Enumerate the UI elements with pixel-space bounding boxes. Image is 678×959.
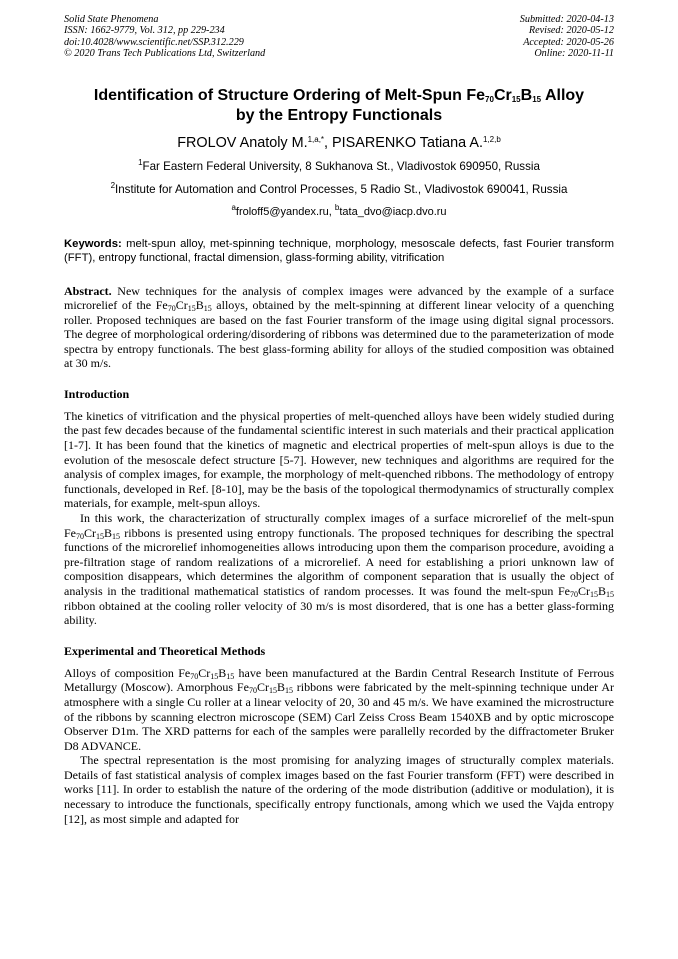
doi: doi:10.4028/www.scientific.net/SSP.312.229 bbox=[64, 36, 244, 48]
issn: ISSN: 1662-9779, Vol. 312, pp 229-234 bbox=[64, 25, 225, 37]
accepted-date: Accepted: 2020-05-26 bbox=[523, 36, 614, 48]
author-1: FROLOV Anatoly M. bbox=[177, 134, 308, 151]
paper-title: Identification of Structure Ordering of Melt-Spun $Fe_{70}Cr_{15}B_{15}$ Alloy by the Entropy Functionals bbox=[93, 86, 585, 124]
intro-paragraph-2: In this work, the characterization of structurally complex images of a surface microrelief of the melt-spun $Fe_{70}Cr_{15}B_{15}$ ribbons is presented using entropy functionals. The proposed techniques for describing the spectral functions of the microrelief inhomogeneities allows introducing upon them the comparison procedure, avoiding a pre-filtration stage of random realizations of a microrelief. A need for establishing a priori unknown law of composition disappears, which determines the algorithm of component separation that is usually the object of analysis in the traditional mathematical statistics of random processes. It was found the melt-spun $Fe_{70}Cr_{15}B_{15}$ ribbon obtained at the cooling roller velocity of 30 m/s is most disordered, that is one has a better glass-forming ability. bbox=[64, 510, 614, 628]
journal-info bbox=[64, 14, 265, 60]
online-date: Online: 2020-11-11 bbox=[534, 48, 614, 60]
author-list: FROLOV Anatoly M.$^{1,a,*}$, PISARENKO Tatiana A.$^{1,2,b}$ bbox=[177, 134, 501, 151]
author-2: PISARENKO Tatiana A. bbox=[332, 134, 483, 151]
abstract: Abstract. New techniques for the analysis of complex images were advanced by the example of a surface microrelief of the $Fe_{70}Cr_{15}B_{15}$ alloys, obtained by the melt-spinning at different linear velocity of a quenching roller. Proposed techniques are based on the fast Fourier transform of the image using digital signal processors. The degree of morphological ordering/disordering of ribbons was determined due to the parameterization of mode spectra by entropy functionals. The best glass-forming ability for alloys of the studied composition was obtained at 30 m/s. bbox=[64, 283, 614, 371]
keywords: Keywords: melt-spun alloy, met-spinning technique, morphology, mesoscale defects, fast Fourier transform (FFT), entropy functional, fractal dimension, glass-forming ability, vitrification bbox=[64, 237, 614, 265]
submitted-date: Submitted: 2020-04-13 bbox=[519, 14, 614, 25]
methods-heading: Experimental and Theoretical Methods bbox=[64, 643, 266, 658]
introduction-heading: Introduction bbox=[64, 386, 130, 401]
methods-paragraph-2: The spectral representation is the most promising for analyzing images of structurally complex materials. Details of fast statistical analysis of complex images based on the fast Fourier transform (FFT) were described in works [11]. In order to establish the nature of the ordering of the mode distribution (additive or modulation), it is necessary to introduce the functionals, specifically entropy functionals, among which we used the Vajda entropy [12], as most simple and adapted for bbox=[64, 753, 614, 826]
revised-date: Revised: 2020-05-12 bbox=[528, 25, 614, 37]
methods-paragraph-1: Alloys of composition $Fe_{70}Cr_{15}B_{15}$ have been manufactured at the Bardin Central Research Institute of Ferrous Metallurgy (Moscow). Amorphous $Fe_{70}Cr_{15}B_{15}$ ribbons were fabricated by the melt-spinning technique under Ar atmosphere with a single Cu roller at a linear velocity of 20, 30 and 45 m/s. We have examined the microstructure of the ribbons by scanning electron microscope (SEM) Carl Zeiss Cross Beam 1540XB and by optic microscope Observer D1m. The XRD patterns for each of the samples were parallelly recorded by the diffractometer Bruker D8 ADVANCE. bbox=[64, 665, 615, 753]
intro-paragraph-1: The kinetics of vitrification and the physical properties of melt-quenched alloys have been widely studied during the past few decades because of the fundamental scientific interest in such materials and their practical application [1-7]. It has been found that the kinetics of magnetic and electrical properties of melt-spun alloys is due to the evolution of the mesoscale defect structure [5-7]. However, new techniques and algorithms are required for the analysis of complex images, for example, the morphology of melt-quenched ribbons. The methodology of entropy functionals, developed in Ref. [8-10], may be the basis of the topological thermodynamics of structurally complex materials, for example, melt-spun alloys. bbox=[64, 408, 614, 511]
affiliation-2: $^2$Institute for Automation and Control Processes, 5 Radio St., Vladivostok 690041, Russia bbox=[110, 180, 568, 196]
dates-info bbox=[520, 14, 614, 60]
journal-name: Solid State Phenomena bbox=[64, 14, 159, 25]
email-b[interactable]: tata_dvo@iacp.dvo.ru bbox=[339, 205, 447, 218]
email-a[interactable]: froloff5@yandex.ru, bbox=[235, 205, 335, 218]
author-emails: $^a$froloff5@yandex.ru, $^b$tata_dvo@iacp.dvo.ru bbox=[231, 202, 447, 218]
affiliation-1: $^1$Far Eastern Federal University, 8 Sukhanova St., Vladivostok 690950, Russia bbox=[138, 157, 540, 173]
copyright: © 2020 Trans Tech Publications Ltd, Switzerland bbox=[64, 48, 266, 60]
publication-header bbox=[64, 14, 614, 60]
